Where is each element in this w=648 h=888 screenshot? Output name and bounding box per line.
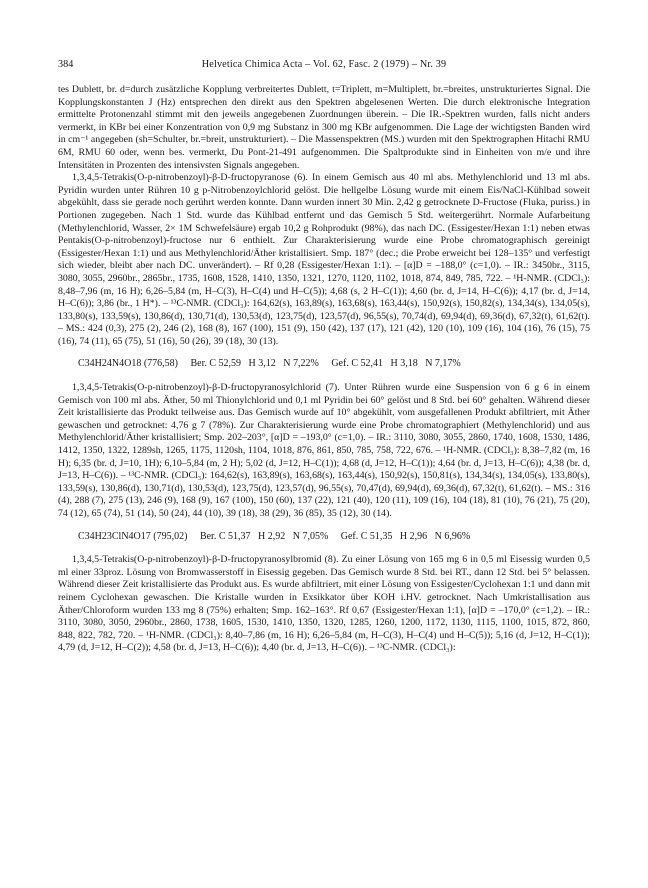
- paragraph-compound-7: 1,3,4,5-Tetrakis(O-p-nitrobenzoyl)-β-D-fructopyranosylchlorid (7). Unter Rühren wurde eine Suspension von 6 g 6 in einem Gemisch von 100 ml abs. Äther, 50 ml Thionylchlorid und 0,1 ml Pyridin bei 60° gelöst und 8 Std. bei 60° gehalten. Während dieser Zeit kristallisierte das Produkt teilweise aus. Das Gemisch wurde auf 10° abgekühlt, vom ausgefallenen Produkt abfiltriert, mit Äther gewaschen und getrocknet: 4,76 g 7 (78%). Zur Charakterisierung wurde eine Probe chromatographiert (Methylenchlorid) und aus Methylenchlorid/Äther kristallisiert; Smp. 202–203°, [α]D = –193,0° (c=1,0). – IR.: 3110, 3080, 3055, 2860, 1740, 1608, 1530, 1486, 1412, 1350, 1322, 1289sh, 1265, 1175, 1120sh, 1104, 1018, 876, 861, 850, 785, 758, 722, 676. – ¹H-NMR. (CDCl₃): 8,38–7,82 (m, 16 H); 6,35 (br. d, J=10, 1H); 6,10–5,84 (m, 2 H); 5,02 (d, J=12, H–C(1)); 4,68 (d, J=12, H–C(1)); 4,64 (br. d, J=13, H–C(6)); 4,38 (br. d, J=13, H–C(6)). – ¹³C-NMR. (CDCl₃): 164,62(s), 163,89(s), 163,68(s), 163,44(s), 150,92(s), 150,81(s), 134,34(s), 134,05(s), 133,80(s), 133,59(s), 130,86(d), 130,71(d), 130,53(d), 123,75(d), 123,57(d), 96,55(s), 70,47(d), 69,94(d), 69,36(d), 67,32(t), 61,62(t). – MS.: 316 (4), 288 (7), 275 (13), 246 (9), 168 (9), 167 (100), 150 (60), 137 (22), 121 (40), 120 (11), 109 (16), 104 (18), 81 (10), 76 (21), 75 (20), 74 (12), 65 (74), 51 (14), 50 (24), 44 (10), 39 (18), 38 (29), 36 (85), 35 (12), 30 (14).: [58, 382, 590, 519]
- elemental-analysis-7: C34H23ClN4O17 (795,02) Ber. C 51,37 H 2,92 N 7,05% Gef. C 51,35 H 2,96 N 6,96%: [78, 530, 471, 542]
- page-number: 384: [58, 59, 74, 70]
- paragraph-compound-6: 1,3,4,5-Tetrakis(O-p-nitrobenzoyl)-β-D-fructopyranose (6). In einem Gemisch aus 40 ml abs. Methylenchlorid und 13 ml abs. Pyridin wurden unter Rühren 10 g p-Nitrobenzoylchlorid gelöst. Die hellgelbe Lösung wurde mit einem Eis/NaCl-Kühlbad soweit abgekühlt, dass sie gerade noch gerührt werden konnte. Dann wurden innert 30 Min. 2,42 g getrocknete D-Fructose (Fluka, puriss.) in Portionen zugegeben. Nach 1 Std. wurde das Kühlbad entfernt und das Gemisch 5 Std. weitergerührt. Normale Aufarbeitung (Methylenchlorid, Wasser, 2× 1M Schwefelsäure) ergab 10,2 g Rohprodukt (98%), das nach DC. (Essigester/Hexan 1:1) neben etwas Pentakis(O-p-nitrobenzoyl)-fructose nur 6 enthielt. Zur Charakterisierung wurde eine Probe chromatographisch gereinigt (Essigester/Hexan 1:1) und aus Methylenchlorid/Äther kristallisiert. Smp. 187° (dec.; die Probe erweicht bei 128–135° und verfestigt sich wieder, bleibt aber nach DC. unverändert). – Rf 0,28 (Essigester/Hexan 1:1). – [α]D = –188,0° (c=1,0). – IR.: 3450br., 3115, 3080, 3055, 2960br., 2865br., 1735, 1608, 1528, 1410, 1350, 1321, 1270, 1120, 1102, 1018, 874, 849, 785, 722. – ¹H-NMR. (CDCl₃): 8,48–7,96 (m, 16 H); 6,26–5,84 (m, H–C(3), H–C(4) und H–C(5)); 4,68 (s, 2 H–C(1)); 4,60 (br. d, J=14, H–C(6)); 4,17 (br. d, J=14, H–C(6)); 3,86 (br., 1 H*). – ¹³C-NMR. (CDCl₃): 164,62(s), 163,89(s), 163,68(s), 163,44(s), 150,92(s), 150,82(s), 134,34(s), 134,05(s), 133,80(s), 133,59(s), 130,86(d), 130,71(d), 130,53(d), 123,75(d), 123,57(d), 96,55(s), 70,74(d), 69,94(d), 69,36(d), 67,32(t), 61,62(t). – MS.: 424 (0,3), 275 (2), 246 (2), 168 (8), 167 (100), 151 (9), 150 (42), 137 (17), 121 (42), 120 (10), 109 (16), 104 (16), 76 (15), 75 (16), 74 (11), 65 (75), 51 (16), 50 (26), 39 (18), 30 (13).: [58, 172, 590, 347]
- elemental-analysis-6: C34H24N4O18 (776,58) Ber. C 52,59 H 3,12 N 7,22% Gef. C 52,41 H 3,18 N 7,17%: [78, 358, 461, 370]
- page-header: [58, 58, 590, 72]
- paragraph-compound-8: 1,3,4,5-Tetrakis(O-p-nitrobenzoyl)-β-D-fructopyranosylbromid (8). Zu einer Lösung von 165 mg 6 in 0,5 ml Eisessig wurden 0,5 ml einer 33proz. Lösung von Bromwasserstoff in Eisessig gegeben. Das Gemisch wurde 8 Std. bei RT., dann 12 Std. bei 5° belassen. Während dieser Zeit kristallisierte das Produkt aus. Es wurde abfiltriert, mit einer Lösung von Essigester/Cyclohexan 1:1 und dann mit reinem Cyclohexan gewaschen. Die Kristalle wurden in Exsikkator über KOH i.HV. getrocknet. Nach Umkristallisation aus Äther/Chloroform wurden 133 mg 8 (75%) erhalten; Smp. 162–163°. Rf 0,67 (Essigester/Hexan 1:1), [α]D = –170,0° (c=1,2). – IR.: 3110, 3080, 3050, 2960br., 2860, 1738, 1605, 1530, 1410, 1350, 1320, 1285, 1260, 1200, 1172, 1130, 1115, 1100, 1015, 872, 860, 848, 822, 782, 720. – ¹H-NMR. (CDCl₃): 8,40–7,86 (m, 16 H); 6,26–5,84 (m, H–C(3), H–C(4) und H–C(5)); 5,16 (d, J=12, H–C(1)); 4,79 (d, J=12, H–C(2)); 4,58 (br. d, J=13, H–C(6)); 4,40 (br. d, J=13, H–C(6)). – ¹³C-NMR. (CDCl₃):: [58, 554, 590, 654]
- running-title: Helvetica Chimica Acta – Vol. 62, Fasc. 2 (1979) – Nr. 39: [201, 59, 447, 70]
- paragraph-experimental-notes: tes Dublett, br. d=durch zusätzliche Kopplung verbreitertes Dublett, t=Triplett, m=Multiplett, br.=breites, unstrukturiertes Signal. Die Kopplungskonstanten J (Hz) entsprechen den direkt aus den Spektren abgelesenen Werten. Die durch elektronische Integration ermittelte Protonenzahl stimmt mit den jeweils angegebenen Zuordnungen überein. – Die IR.-Spektren wurden, falls nicht anders vermerkt, in KBr bei einer Konzentration von 0,9 mg Substanz in 300 mg KBr aufgenommen. Die Lage der wichtigsten Banden wird in cm⁻¹ angegeben (sh=Schulter, br.=breit, unstrukturiert). – Die Massenspektren (MS.) wurden mit den Spektrographen Hitachi RMU 6M, RMU 60 oder, wenn bes. vermerkt, Du Pont-21-491 aufgenommen. Die Spaltprodukte sind in Einheiten von m/e und ihre Intensitäten in Prozenten des intensivsten Signals angegeben.: [58, 84, 590, 171]
- article-body: [58, 84, 590, 655]
